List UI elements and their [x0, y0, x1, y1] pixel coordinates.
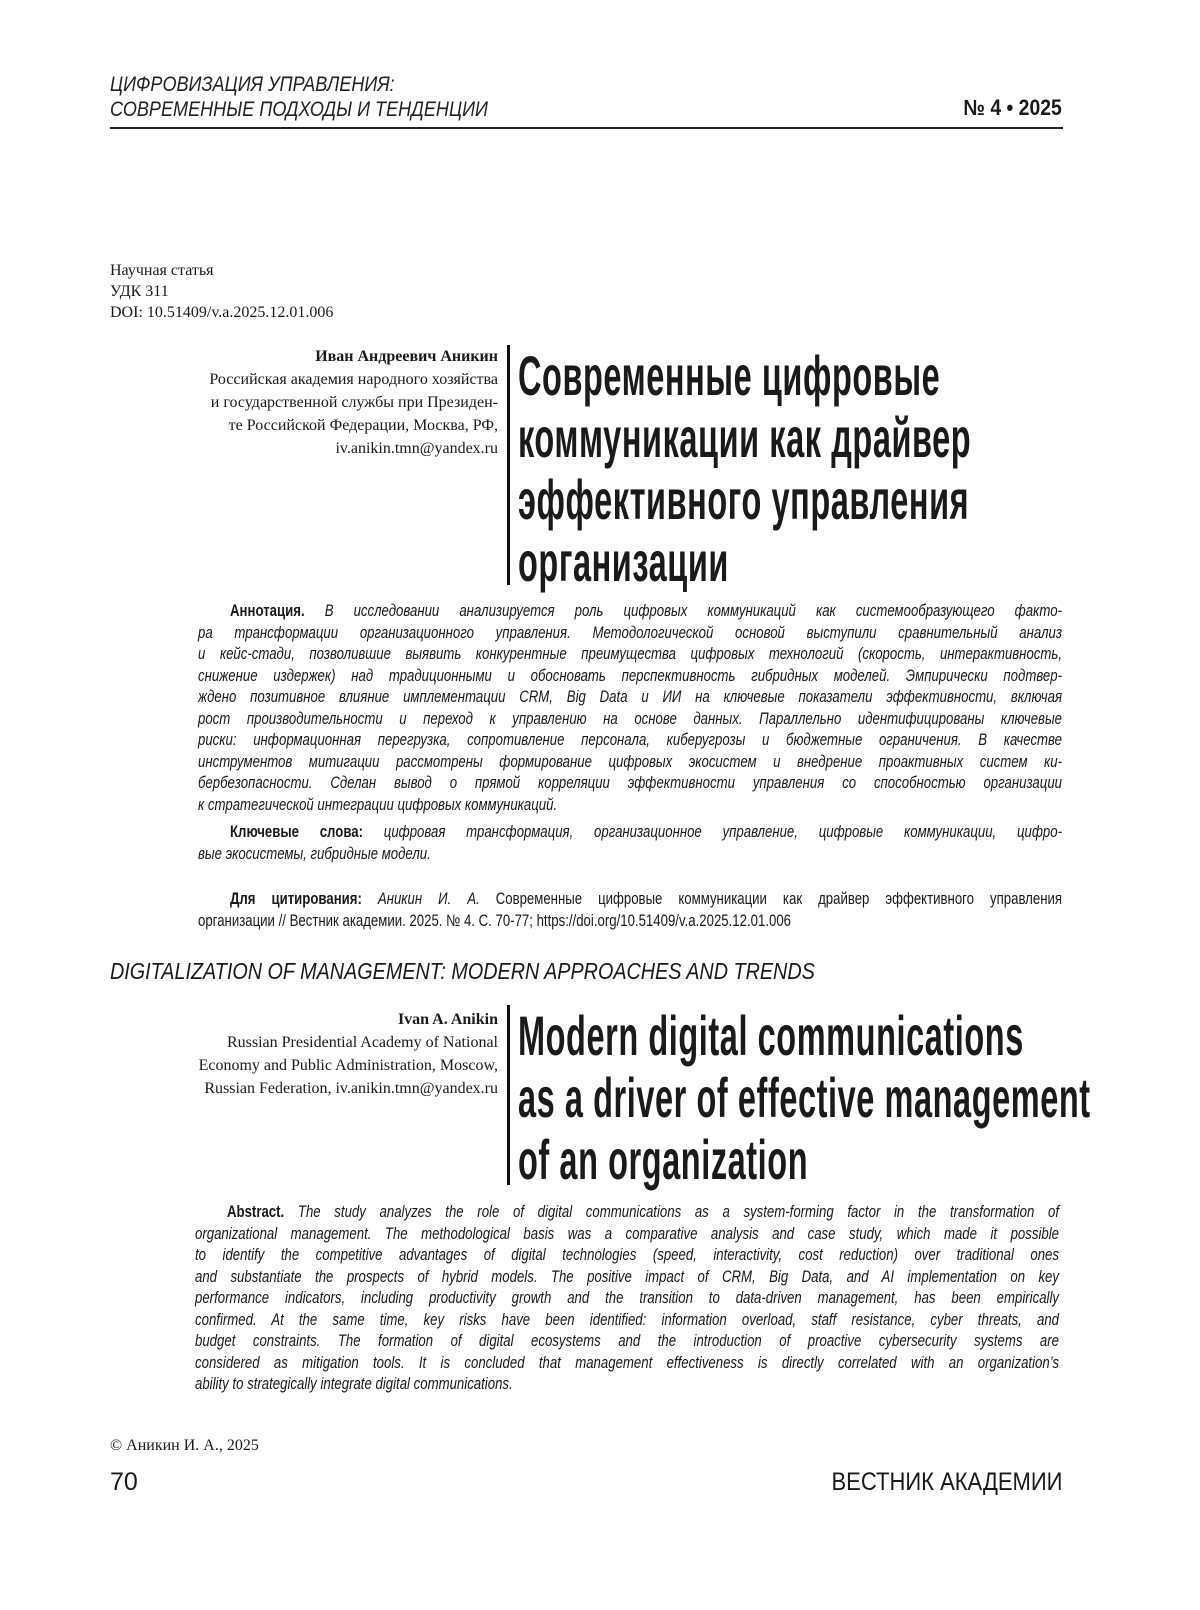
abstract-line: рост производительности и переход к управлению на основе данных. Параллельно идентифицированы ключевые	[198, 709, 1062, 728]
abstract-line-en: considered as mitigation tools. It is concluded that management effectiveness is directly correlated with an organization’s	[195, 1353, 1059, 1372]
abstract-line-en: organizational management. The methodological basis was a comparative analysis and case study, which made it possible	[195, 1224, 1059, 1243]
author-name: Иван Андреевич Аникин	[315, 348, 498, 365]
header-line: ЦИФРОВИЗАЦИЯ УПРАВЛЕНИЯ:	[110, 73, 395, 96]
abstract-line: бербезопасности. Сделан вывод о прямой корреляции эффективности управления со способностью организации	[198, 774, 1062, 792]
abstract-line: В исследовании анализируется роль цифровых коммуникаций как системообразующего факто-	[324, 602, 1063, 620]
abstract-label: Аннотация.	[230, 602, 305, 620]
citation-text: Современные цифровые коммуникации как драйвер эффективного управления	[495, 890, 1063, 908]
header-line: СОВРЕМЕННЫЕ ПОДХОДЫ И ТЕНДЕНЦИИ	[110, 98, 488, 121]
article-type: Научная статья	[110, 262, 214, 279]
citation-line	[198, 911, 1062, 933]
affiliation-line-en: Economy and Public Administration, Moscow,	[198, 1057, 498, 1074]
title-line-en: of an organization	[518, 1128, 809, 1191]
abstract-line: инструментов митигации рассмотрены формирование цифровых экосистем и внедрение проактивных систем ки-	[198, 752, 1062, 771]
affiliation-line: те Российской Федерации, Москва, РФ,	[228, 417, 498, 434]
abstract-line-en: confirmed. At the same time, key risks have been identified: information overload, staff resistance, cyber threats, and	[195, 1310, 1059, 1329]
keywords-first-line	[198, 822, 1062, 844]
affiliation-line-en: Russian Federation, iv.anikin.tmn@yandex.ru	[204, 1080, 498, 1097]
english-section-title: DIGITALIZATION OF MANAGEMENT: MODERN APPROACHES AND TRENDS	[110, 958, 815, 984]
abstract-line-en: to identify the competitive advantages of digital technologies (speed, interactivity, cost reduction) over traditional ones	[195, 1246, 1059, 1264]
author-block-en	[199, 1008, 498, 1100]
citation-label: Для цитирования:	[230, 890, 362, 908]
keywords-ru	[198, 822, 1062, 865]
title-line-en: Modern digital communications	[518, 1004, 1024, 1067]
abstract-first-line	[198, 601, 1062, 623]
title-line-ens	[518, 1005, 1200, 1191]
author-name-en: Ivan A. Anikin	[397, 1011, 498, 1028]
copyright: © Аникин И. А., 2025	[110, 1437, 259, 1454]
title-line: Современные цифровые	[518, 344, 941, 407]
abstract-line-en: performance indicators, including productivity growth and the transition to data-driven management, has been empirically	[195, 1289, 1059, 1307]
abstract-first-line-en	[195, 1202, 1059, 1224]
affiliation-line: iv.anikin.tmn@yandex.ru	[335, 440, 498, 457]
affiliation-lines	[209, 368, 498, 460]
citation-doi-link[interactable]: организации // Вестник академии. 2025. № 4. С. 70-77; https://doi.org/10.51409/v.a.2025.12.01.006	[198, 911, 792, 930]
article-meta	[110, 260, 333, 323]
abstract-line-en: ability to strategically integrate digital communications.	[195, 1375, 513, 1393]
affiliation-line: Российская академия народного хозяйства	[209, 371, 498, 388]
abstract-line: и кейс-стади, позволившие выявить конкурентные преимущества цифровых технологий (скорость, интерактивность,	[198, 645, 1062, 663]
journal-name: ВЕСТНИК АКАДЕМИИ	[831, 1468, 1062, 1496]
abstract-en	[195, 1202, 1059, 1396]
title-line-en: as a driver of effective management	[518, 1066, 1091, 1129]
title-line: эффективного управления	[518, 468, 970, 531]
keywords-line: цифровая трансформация, организационное управление, цифровые коммуникации, цифро-	[383, 823, 1063, 841]
title-line: коммуникации как драйвер	[518, 406, 972, 469]
abstract-line-ens	[195, 1224, 1059, 1396]
article-title-ru	[518, 345, 1200, 593]
affiliation-line-ens	[199, 1031, 498, 1100]
udc: УДК 311	[110, 283, 169, 300]
abstract-line-en: budget constraints. The formation of digital ecosystems and the introduction of proactive cybersecurity systems are	[195, 1332, 1059, 1350]
abstract-line-en: The study analyzes the role of digital communications as a system-forming factor in the transformation of	[297, 1203, 1059, 1221]
affiliation-line-en: Russian Presidential Academy of National	[226, 1034, 498, 1051]
abstract-lines	[198, 623, 1062, 817]
abstract-line-en: and substantiate the prospects of hybrid models. The positive impact of CRM, Big Data, and AI implementation on key	[195, 1267, 1059, 1286]
keywords-label: Ключевые слова:	[230, 823, 364, 841]
keywords-line: вые экосистемы, гибридные модели.	[198, 844, 431, 863]
affiliation-line: и государственной службы при Президен-	[210, 394, 498, 411]
citation-author: Аникин И. А.	[377, 890, 480, 908]
article-title-en	[518, 1005, 1200, 1191]
abstract-ru	[198, 601, 1062, 816]
running-header-section	[110, 72, 488, 122]
page-number: 70	[110, 1468, 138, 1496]
abstract-line: ждено позитивное влияние имплементации CRM, Big Data и ИИ на ключевые показатели эффективности, включая	[198, 688, 1062, 706]
abstract-line: к стратегической интеграции цифровых коммуникаций.	[198, 795, 558, 814]
abstract-line: риски: информационная перегрузка, сопротивление персонала, киберугрозы и бюджетные ограничения. В качестве	[198, 731, 1062, 749]
header-divider	[110, 127, 1063, 129]
author-block-ru	[209, 345, 498, 460]
citation-first-line	[198, 889, 1062, 911]
issue-number: № 4 • 2025	[963, 95, 1062, 120]
abstract-line: ра трансформации организационного управления. Методологической основой выступили сравнительный анализ	[198, 623, 1062, 642]
title-vertical-rule-en	[507, 1005, 510, 1185]
abstract-line: снижение издержек) над традиционными и обосновать перспективность гибридных моделей. Эмпирически подтвер-	[198, 666, 1062, 685]
doi: DOI: 10.51409/v.a.2025.12.01.006	[110, 304, 334, 321]
title-vertical-rule	[507, 345, 510, 585]
title-line: организации	[518, 530, 729, 593]
title-lines	[518, 345, 1200, 593]
abstract-label-en: Abstract.	[227, 1203, 285, 1221]
citation	[198, 889, 1062, 932]
